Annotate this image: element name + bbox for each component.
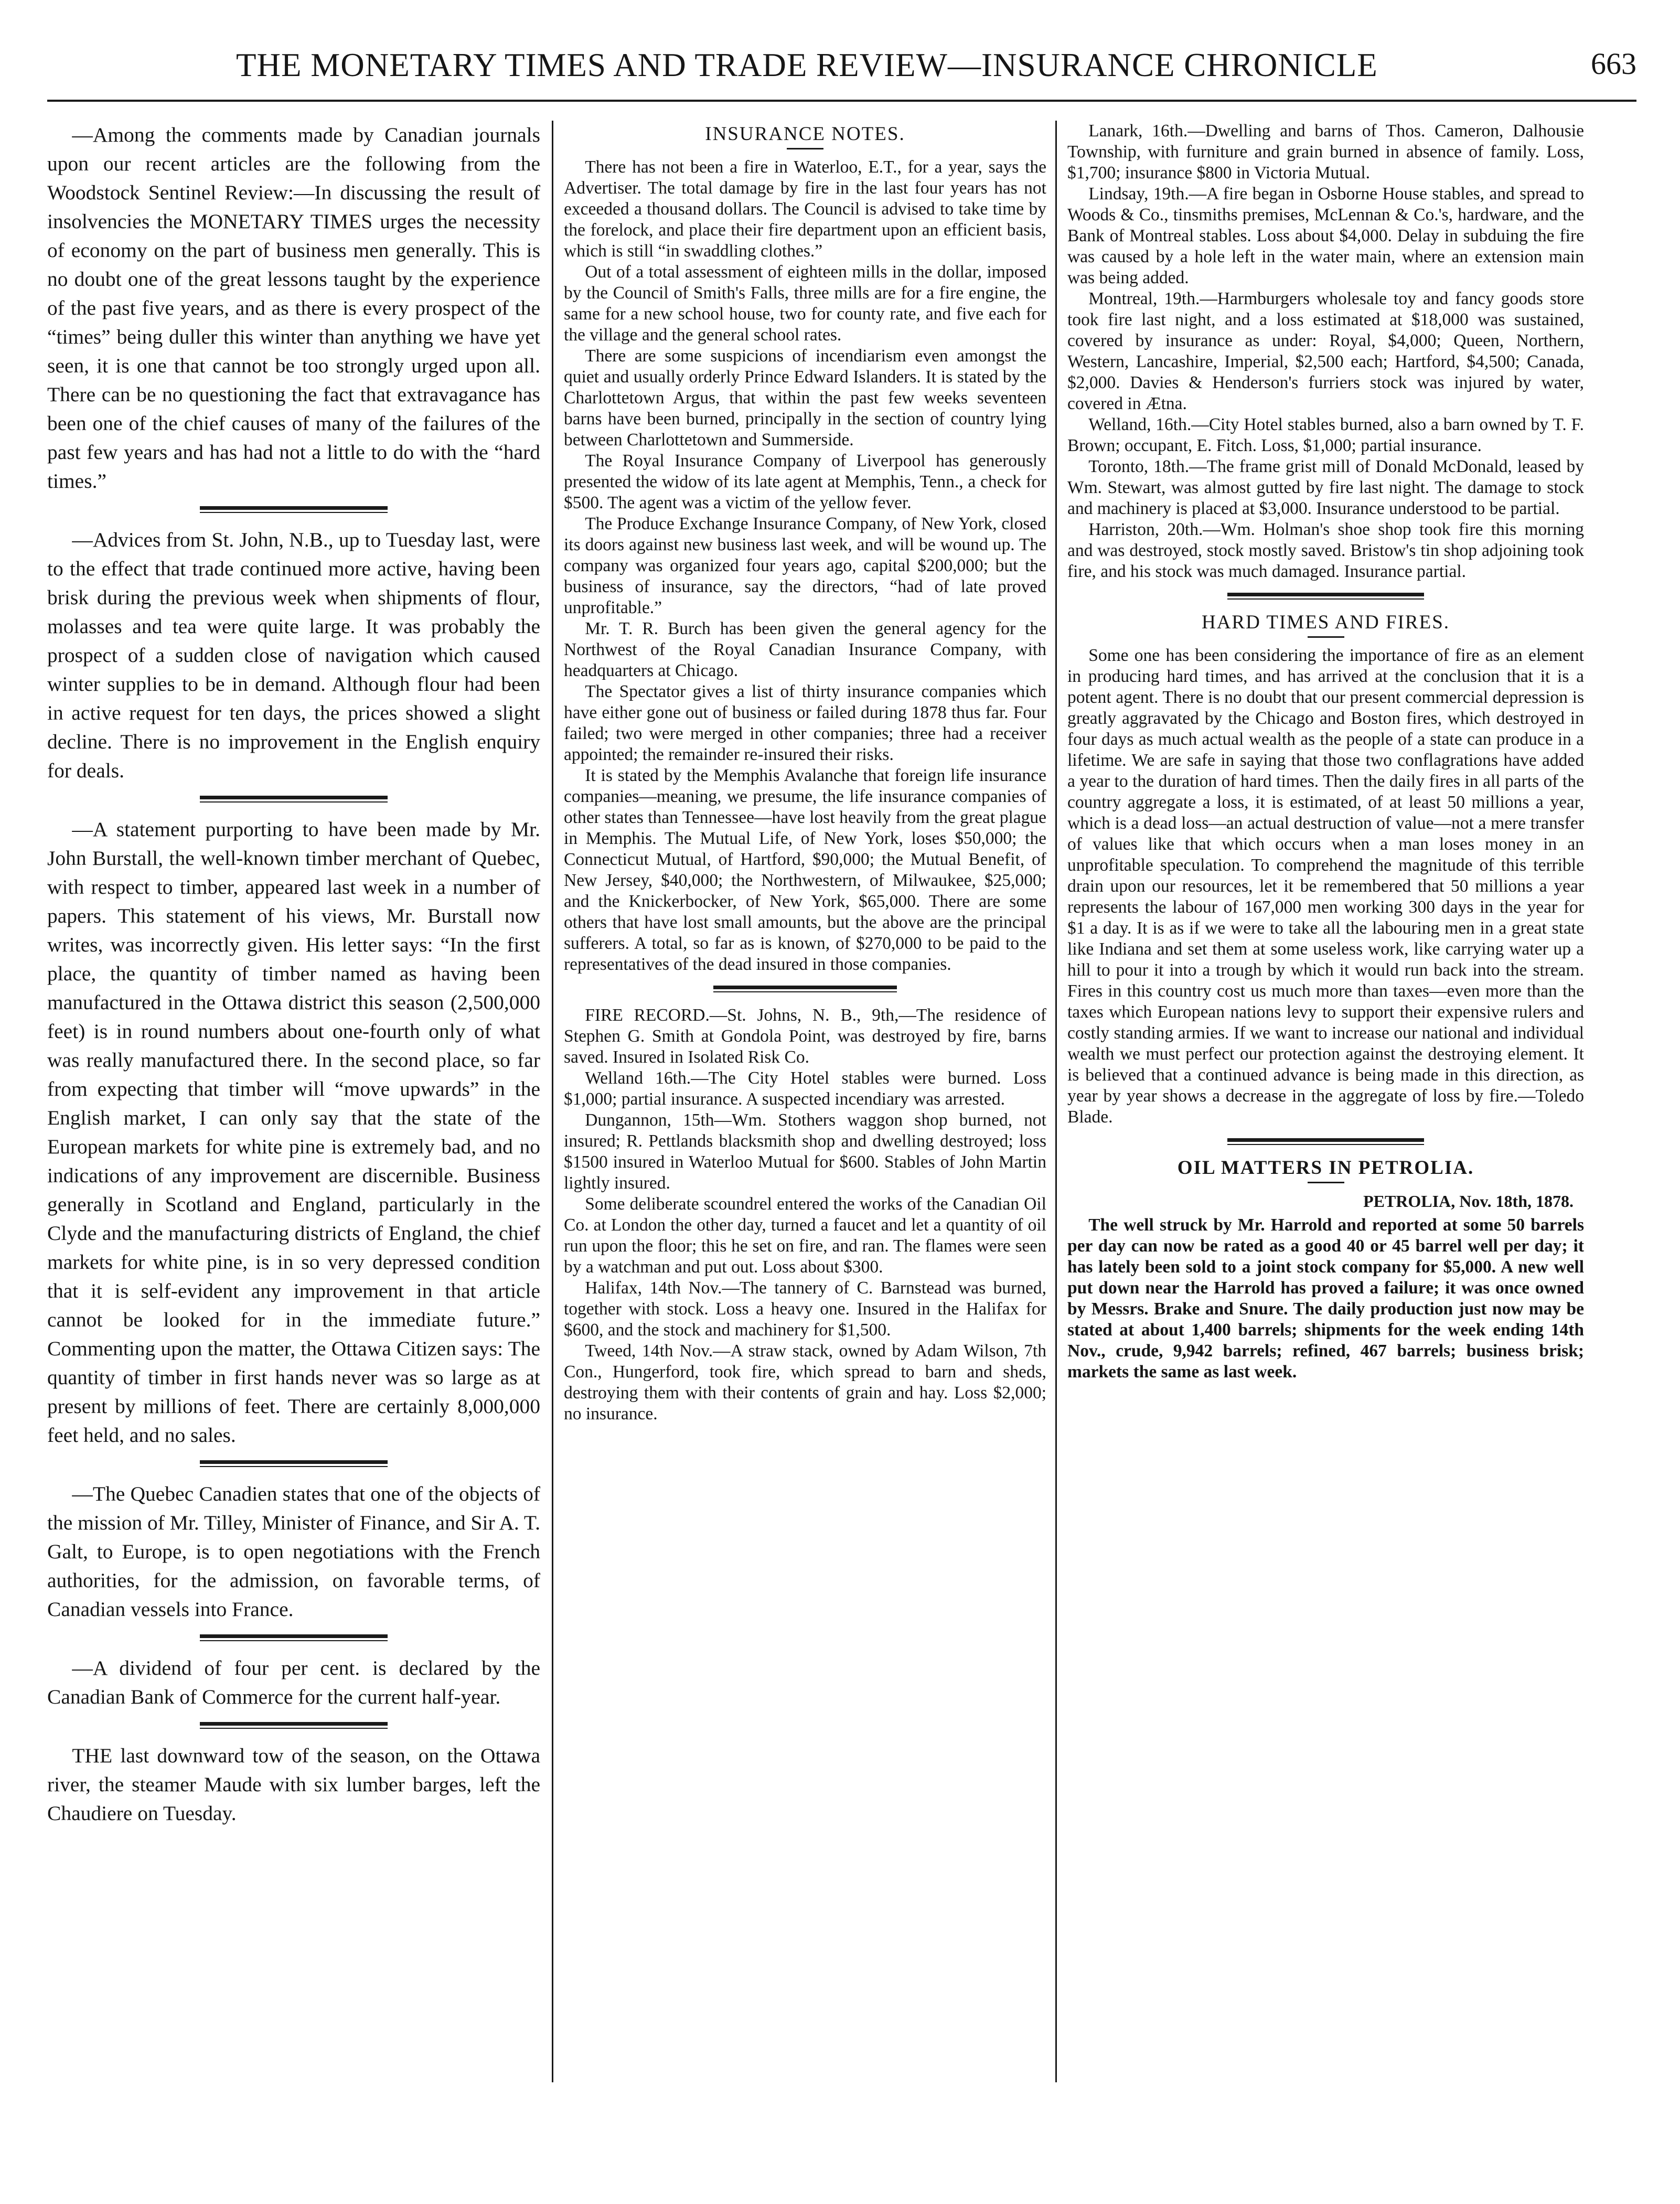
article-paragraph: —A dividend of four per cent. is declared by the Canadian Bank of Commerce for the current half-year.	[47, 1656, 540, 1708]
article-paragraph: —Advices from St. John, N.B., up to Tuesday last, were to the effect that trade continued more active, having been brisk during the previous week when shipments of flour, molasses and tea were quite large. It was probably the prospect of a sudden close of navigation which caused winter supplies to be in demand. Although flour had been in active request for ten days, the prices showed a slight decline. There is no improvement in the English enquiry for deals.	[47, 528, 540, 782]
article-paragraph: —Among the comments made by Canadian journals upon our recent articles are the following from the Woodstock Sentinel Review:—In discussing the result of insolvencies the MONETARY TIMES urges the necessity of economy on the part of business men generally. This is no doubt one of the great lessons taught by the experience of the past five years, and as there is every prospect of the “times” being duller this winter than anything we have yet seen, it is one that cannot be too strongly urged upon all. There can be no questioning the fact that extravagance has been one of the chief causes of many of the failures of the past few years and has had not a little to do with the “hard times.”	[47, 123, 540, 493]
section-separator	[200, 796, 387, 803]
fire-record-paragraph: Welland 16th.—The City Hotel stables were burned. Loss $1,000; partial insurance. A suspected incendiary was arrested.	[564, 1068, 1046, 1109]
note-paragraph: Out of a total assessment of eighteen mills in the dollar, imposed by the Council of Smith's Falls, three mills are for a fire engine, the same for a new school house, two for county rate, and five each for the village and the general school rates.	[564, 262, 1046, 345]
note-paragraph: The Produce Exchange Insurance Company, of New York, closed its doors against new business last week, and will be wound up. The company was organized four years ago, capital $200,000; but the business of insurance, say the directors, “had of late proved unprofitable.”	[564, 514, 1046, 617]
note-paragraph: There has not been a fire in Waterloo, E.T., for a year, says the Advertiser. The total damage by fire in the last four years has not exceeded a thousand dollars. The Council is advised to take time by the forelock, and place their fire department upon an efficient basis, which is still “in swaddling clothes.”	[564, 157, 1046, 261]
section-separator	[200, 1722, 387, 1729]
page-header	[47, 37, 1636, 102]
column-2	[564, 121, 1046, 2187]
note-paragraph: Mr. T. R. Burch has been given the general agency for the Northwest of the Royal Canadian Insurance Company, with headquarters at Chicago.	[564, 619, 1046, 680]
column-rule-left	[552, 121, 553, 2082]
fire-record-paragraph: Tweed, 14th Nov.—A straw stack, owned by Adam Wilson, 7th Con., Hungerford, took fire, which spread to barn and sheds, destroying them with their contents of grain and hay. Loss $2,000; no insurance.	[564, 1341, 1046, 1424]
heading-rule	[1308, 636, 1344, 638]
column-rule-right	[1055, 121, 1057, 2082]
section-separator	[200, 1460, 387, 1467]
note-paragraph: There are some suspicions of incendiarism even amongst the quiet and usually orderly Prince Edward Islanders. It is stated by the Charlottetown Argus, that within the past few weeks seventeen barns have been burned, principally in the section of country lying between Charlottetown and Summerside.	[564, 346, 1046, 450]
article-paragraph: —A statement purporting to have been made by Mr. John Burstall, the well-known timber merchant of Quebec, with respect to timber, appeared last week in a number of papers. This statement of his views, Mr. Burstall now writes, was incorrectly given. His letter says: “In the first place, the quantity of timber named as having been manufactured in the Ottawa district this season (2,500,000 feet) is in round numbers about one-fourth only of what was really manufactured there. In the second place, so far from expecting that timber will “move upwards” in the English market, I can only say that the state of the European markets for white pine is extremely bad, and no indications of any improvement are discernible. Business generally in Scotland and England, particularly in the Clyde and the manufacturing districts of England, the chief markets for white pine, is in so very depressed condition that it is self-evident any improvement in that article cannot be looked for in the immediate future.” Commenting upon the matter, the Ottawa Citizen says: The quantity of timber in first hands never was so large as at present by millions of feet. There are certainly 8,000,000 feet held, and no sales.	[47, 818, 540, 1447]
note-paragraph: The Royal Insurance Company of Liverpool has generously presented the widow of its late agent at Memphis, Tenn., a check for $500. The agent was a victim of the yellow fever.	[564, 451, 1046, 512]
fire-record-paragraph: Toronto, 18th.—The frame grist mill of Donald McDonald, leased by Wm. Stewart, was almost gutted by fire last night. The damage to stock and machinery is placed at $3,000. Insurance understood to be partial.	[1067, 457, 1584, 518]
fire-record-paragraph: FIRE RECORD.—St. Johns, N. B., 9th,—The residence of Stephen G. Smith at Gondola Point, was destroyed by fire, barns saved. Insured in Isolated Risk Co.	[564, 1005, 1046, 1067]
fire-record-paragraph: Harriston, 20th.—Wm. Holman's shoe shop took fire this morning and was destroyed, stock mostly saved. Bristow's tin shop adjoining took fire, and his stock was much damaged. Insurance partial.	[1067, 520, 1584, 581]
column-1	[47, 121, 540, 2187]
fire-record-paragraph: Montreal, 19th.—Harmburgers wholesale toy and fancy goods store took fire last night, and a loss estimated at $18,000 was sustained, covered by insurance as under: Royal, $4,000; Queen, Northern, Western, Lancashire, Imperial, $2,500 each; Hartford, $4,500; Canada, $2,000. Davies & Henderson's furriers stock was injured by water, covered in Ætna.	[1067, 289, 1584, 413]
fire-record-paragraph: Some deliberate scoundrel entered the works of the Canadian Oil Co. at London the other day, turned a faucet and let a quantity of oil run upon the floor; this he set on fire, and ran. The flames were seen by a watchman and put out. Loss about $300.	[564, 1194, 1046, 1277]
section-separator	[713, 986, 897, 992]
section-separator	[1227, 593, 1424, 600]
article-paragraph: —The Quebec Canadien states that one of the objects of the mission of Mr. Tilley, Minister of Finance, and Sir A. T. Galt, to Europe, is to open negotiations with the French authorities, for the admission, on favorable terms, of Canadian vessels into France.	[47, 1482, 540, 1621]
masthead-title: THE MONETARY TIMES AND TRADE REVIEW—INSURANCE CHRONICLE	[236, 47, 1378, 83]
section-separator	[200, 506, 387, 513]
heading-rule	[1308, 1182, 1344, 1183]
section-separator	[1227, 1138, 1424, 1145]
column-3	[1067, 121, 1584, 2187]
fire-record-paragraph: Welland, 16th.—City Hotel stables burned, also a barn owned by T. F. Brown; occupant, E. Fitch. Loss, $1,000; partial insurance.	[1067, 415, 1584, 455]
hard-times-heading: HARD TIMES AND FIRES.	[1201, 612, 1450, 633]
page-number: 663	[1591, 47, 1636, 81]
fire-record-paragraph: Lindsay, 19th.—A fire began in Osborne House stables, and spread to Woods & Co., tinsmiths premises, McLennan & Co.'s, hardware, and the Bank of Montreal stables. Loss about $4,000. Delay in subduing the fire was caused by a hole left in the water main, where an extension main was being added.	[1067, 184, 1584, 287]
oil-matters-heading: OIL MATTERS IN PETROLIA.	[1177, 1157, 1474, 1179]
insurance-notes-heading: INSURANCE NOTES.	[705, 123, 905, 145]
article-paragraph: THE last downward tow of the season, on the Ottawa river, the steamer Maude with six lumber barges, left the Chaudiere on Tuesday.	[47, 1744, 540, 1825]
note-paragraph: It is stated by the Memphis Avalanche that foreign life insurance companies—meaning, we presume, the life insurance companies of other states than Tennessee—have lost heavily from the great plague in Memphis. The Mutual Life, of New York, loses $50,000; the Connecticut Mutual, of Hartford, $90,000; the Mutual Benefit, of New Jersey, $40,000; the Northwestern, of Milwaukee, $25,000; and the Knickerbocker, of New York, $65,000. There are some others that have lost small amounts, but the above are the principal sufferers. A total, so far as is known, of $270,000 to be paid to the representatives of the dead insured in those companies.	[564, 766, 1046, 974]
section-separator	[200, 1634, 387, 1641]
article-paragraph: Some one has been considering the importance of fire as an element in producing hard times, and has arrived at the conclusion that it is a potent agent. There is no doubt that our present commercial depression is greatly aggravated by the Chicago and Boston fires, which destroyed in four days as much actual wealth as the people of a state can produce in a lifetime. We are safe in saying that those two conflagrations have added a year to the duration of hard times. Then the daily fires in all parts of the country aggregate a loss, it is estimated, of at least 50 millions a year, which is a dead loss—an actual destruction of value—not a mere transfer of values like that which occurs when a man loses money in an unprofitable speculation. To comprehend the magnitude of this terrible drain upon our resources, let it be remembered that 50 millions a year represents the labour of 167,000 men working 300 days in the year for $1 a day. It is as if we were to take all the labouring men in a great state like Indiana and set them at some useless work, like carrying water up a hill to pour it into a trough by which it would run back into the stream. Fires in this country cost us much more than taxes—even more than the taxes which European nations levy to support their expensive rulers and costly standing armies. If we want to increase our national and individual wealth we must perfect our protection against the destroying element. It is believed that a continued advance is being made in this direction, as year by year shows a decrease in the aggregate of loss by fire.—Toledo Blade.	[1067, 646, 1584, 1127]
fire-record-paragraph: Dungannon, 15th—Wm. Stothers waggon shop burned, not insured; R. Pettlands blacksmith shop and dwelling destroyed; loss $1500 insured in Waterloo Mutual for $600. Stables of John Martin lightly insured.	[564, 1110, 1046, 1193]
fire-record-paragraph: Lanark, 16th.—Dwelling and barns of Thos. Cameron, Dalhousie Township, with furniture and grain burned in absence of family. Loss, $1,700; insurance $800 in Victoria Mutual.	[1067, 121, 1584, 183]
fire-record-paragraph: Halifax, 14th Nov.—The tannery of C. Barnstead was burned, together with stock. Loss a heavy one. Insured in the Halifax for $600, and the stock and machinery for $1,500.	[564, 1278, 1046, 1340]
heading-rule	[787, 148, 823, 149]
dateline: PETROLIA, Nov. 18th, 1878.	[1363, 1192, 1574, 1211]
note-paragraph: The Spectator gives a list of thirty insurance companies which have either gone out of business or failed during 1878 thus far. Four failed; two were merged in other companies; three had a receiver appointed; the remainder re-insured their risks.	[564, 682, 1046, 764]
article-paragraph: The well struck by Mr. Harrold and reported at some 50 barrels per day can now be rated as a good 40 or 45 barrel well per day; it has lately been sold to a joint stock company for $5,000. A new well put down near the Harrold has proved a failure; it was once owned by Messrs. Brake and Snure. The daily production just now may be stated at about 1,400 barrels; shipments for the week ending 14th Nov., crude, 9,942 barrels; refined, 467 barrels; business brisk; markets the same as last week.	[1067, 1215, 1584, 1382]
